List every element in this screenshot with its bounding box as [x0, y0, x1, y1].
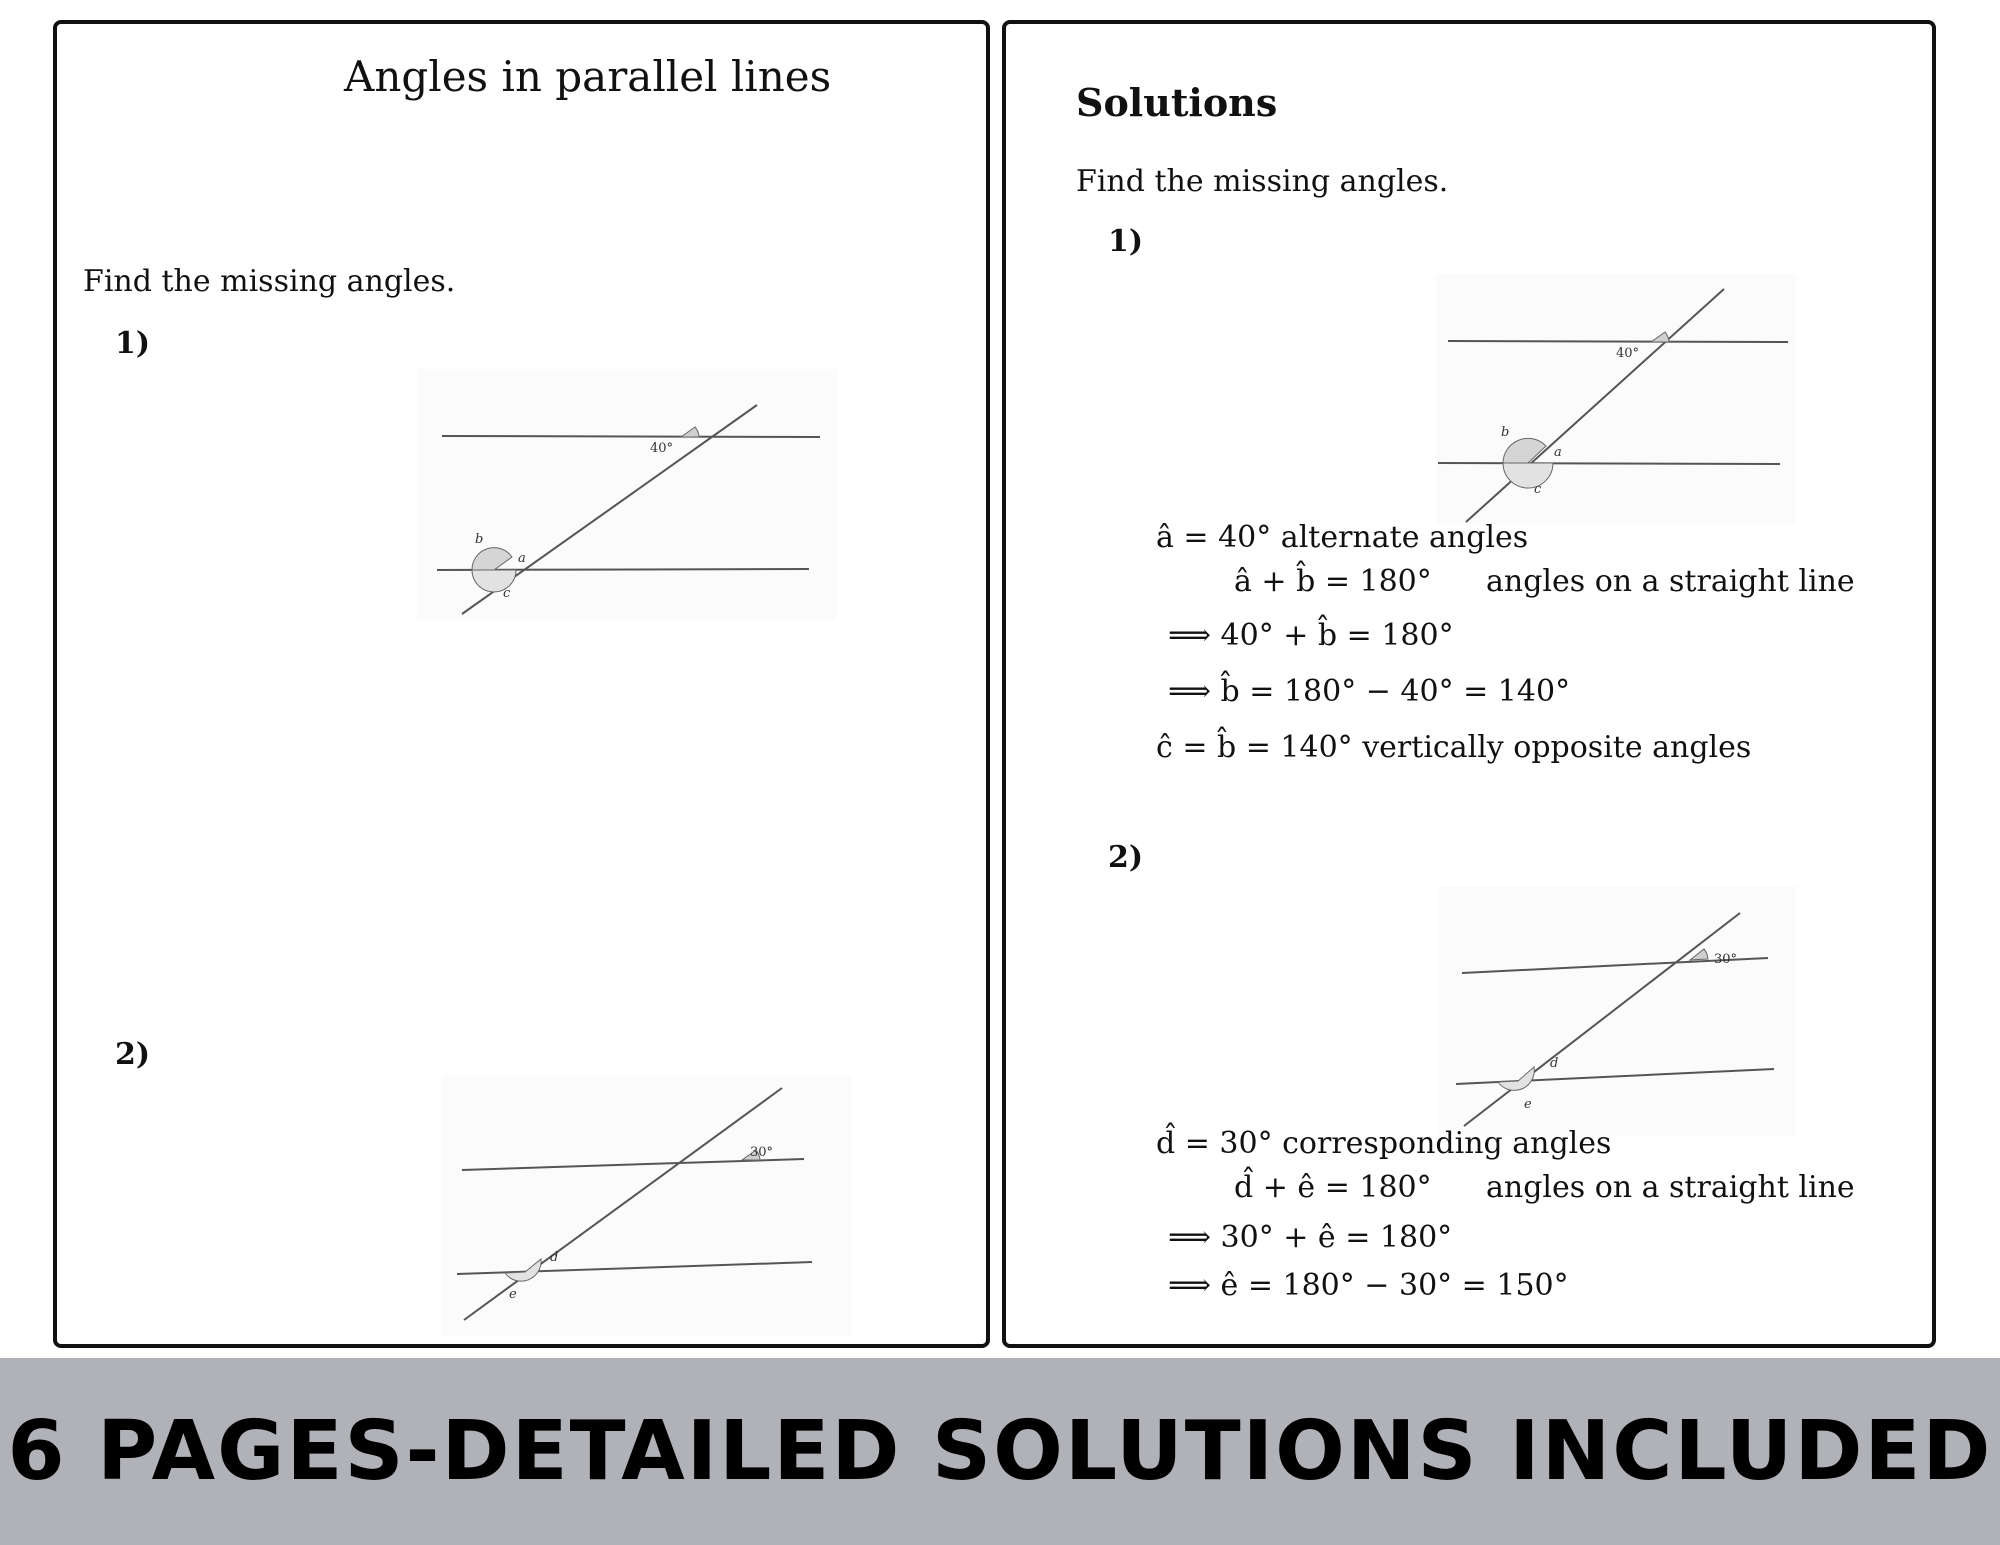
- parallel-line-bottom: [1438, 463, 1780, 464]
- worksheet-question-1-number: 1): [115, 326, 151, 361]
- worksheet-page: [53, 20, 990, 1348]
- label-angle-d: d: [550, 1250, 559, 1265]
- solutions-question-1-number: 1): [1108, 224, 1144, 259]
- label-given-angle: 30°: [750, 1145, 774, 1160]
- worksheet-figure-2: [442, 1076, 852, 1336]
- worksheet-question-2-number: 2): [115, 1037, 151, 1072]
- parallel-line-top: [442, 436, 820, 437]
- q2-solution-line-3: ⟹ 30° + ê = 180°: [1168, 1220, 1453, 1255]
- label-angle-b: b: [1501, 425, 1510, 440]
- parallel-line-top: [1448, 341, 1788, 342]
- label-angle-b: b: [475, 532, 484, 547]
- worksheet-instruction: Find the missing angles.: [83, 264, 456, 299]
- q1-solution-line-2: â + b̂ = 180°: [1234, 564, 1432, 599]
- label-angle-c: c: [1534, 482, 1542, 497]
- promo-banner: [0, 1358, 2000, 1545]
- q1-solution-line-2-reason: angles on a straight line: [1486, 564, 1855, 599]
- label-angle-e: e: [509, 1287, 517, 1302]
- label-angle-a: a: [1554, 445, 1562, 460]
- figure-background: [442, 1076, 852, 1336]
- worksheet-title: Angles in parallel lines: [344, 52, 832, 101]
- label-given-angle: 30°: [1714, 952, 1738, 967]
- solutions-page: [1002, 20, 1936, 1348]
- q2-solution-line-4: ⟹ ê = 180° − 30° = 150°: [1168, 1268, 1569, 1303]
- q1-solution-line-1: â = 40° alternate angles: [1156, 520, 1529, 555]
- label-angle-a: a: [518, 551, 526, 566]
- q2-solution-line-2: d̂ + ê = 180°: [1234, 1170, 1432, 1205]
- figure-background: [1436, 274, 1796, 524]
- solutions-figure-2: [1438, 886, 1796, 1136]
- solutions-question-2-number: 2): [1108, 840, 1144, 875]
- solutions-title: Solutions: [1076, 80, 1278, 125]
- figure-background: [1438, 886, 1796, 1136]
- q1-solution-line-5: ĉ = b̂ = 140° vertically opposite angles: [1156, 730, 1752, 765]
- q1-solution-line-4: ⟹ b̂ = 180° − 40° = 140°: [1168, 674, 1571, 709]
- q2-solution-line-1: d̂ = 30° corresponding angles: [1156, 1126, 1612, 1161]
- solutions-instruction: Find the missing angles.: [1076, 164, 1449, 199]
- label-angle-e: e: [1524, 1097, 1532, 1112]
- label-given-angle: 40°: [1616, 346, 1640, 361]
- q1-solution-line-3: ⟹ 40° + b̂ = 180°: [1168, 618, 1454, 653]
- worksheet-figure-1: [417, 369, 837, 619]
- banner-text: 6 PAGES-DETAILED SOLUTIONS INCLUDED: [7, 1404, 1993, 1499]
- label-angle-c: c: [503, 586, 511, 601]
- label-given-angle: 40°: [650, 441, 674, 456]
- q2-solution-line-2-reason: angles on a straight line: [1486, 1170, 1855, 1205]
- solutions-figure-1: [1436, 274, 1796, 524]
- label-angle-d: d: [1550, 1056, 1559, 1071]
